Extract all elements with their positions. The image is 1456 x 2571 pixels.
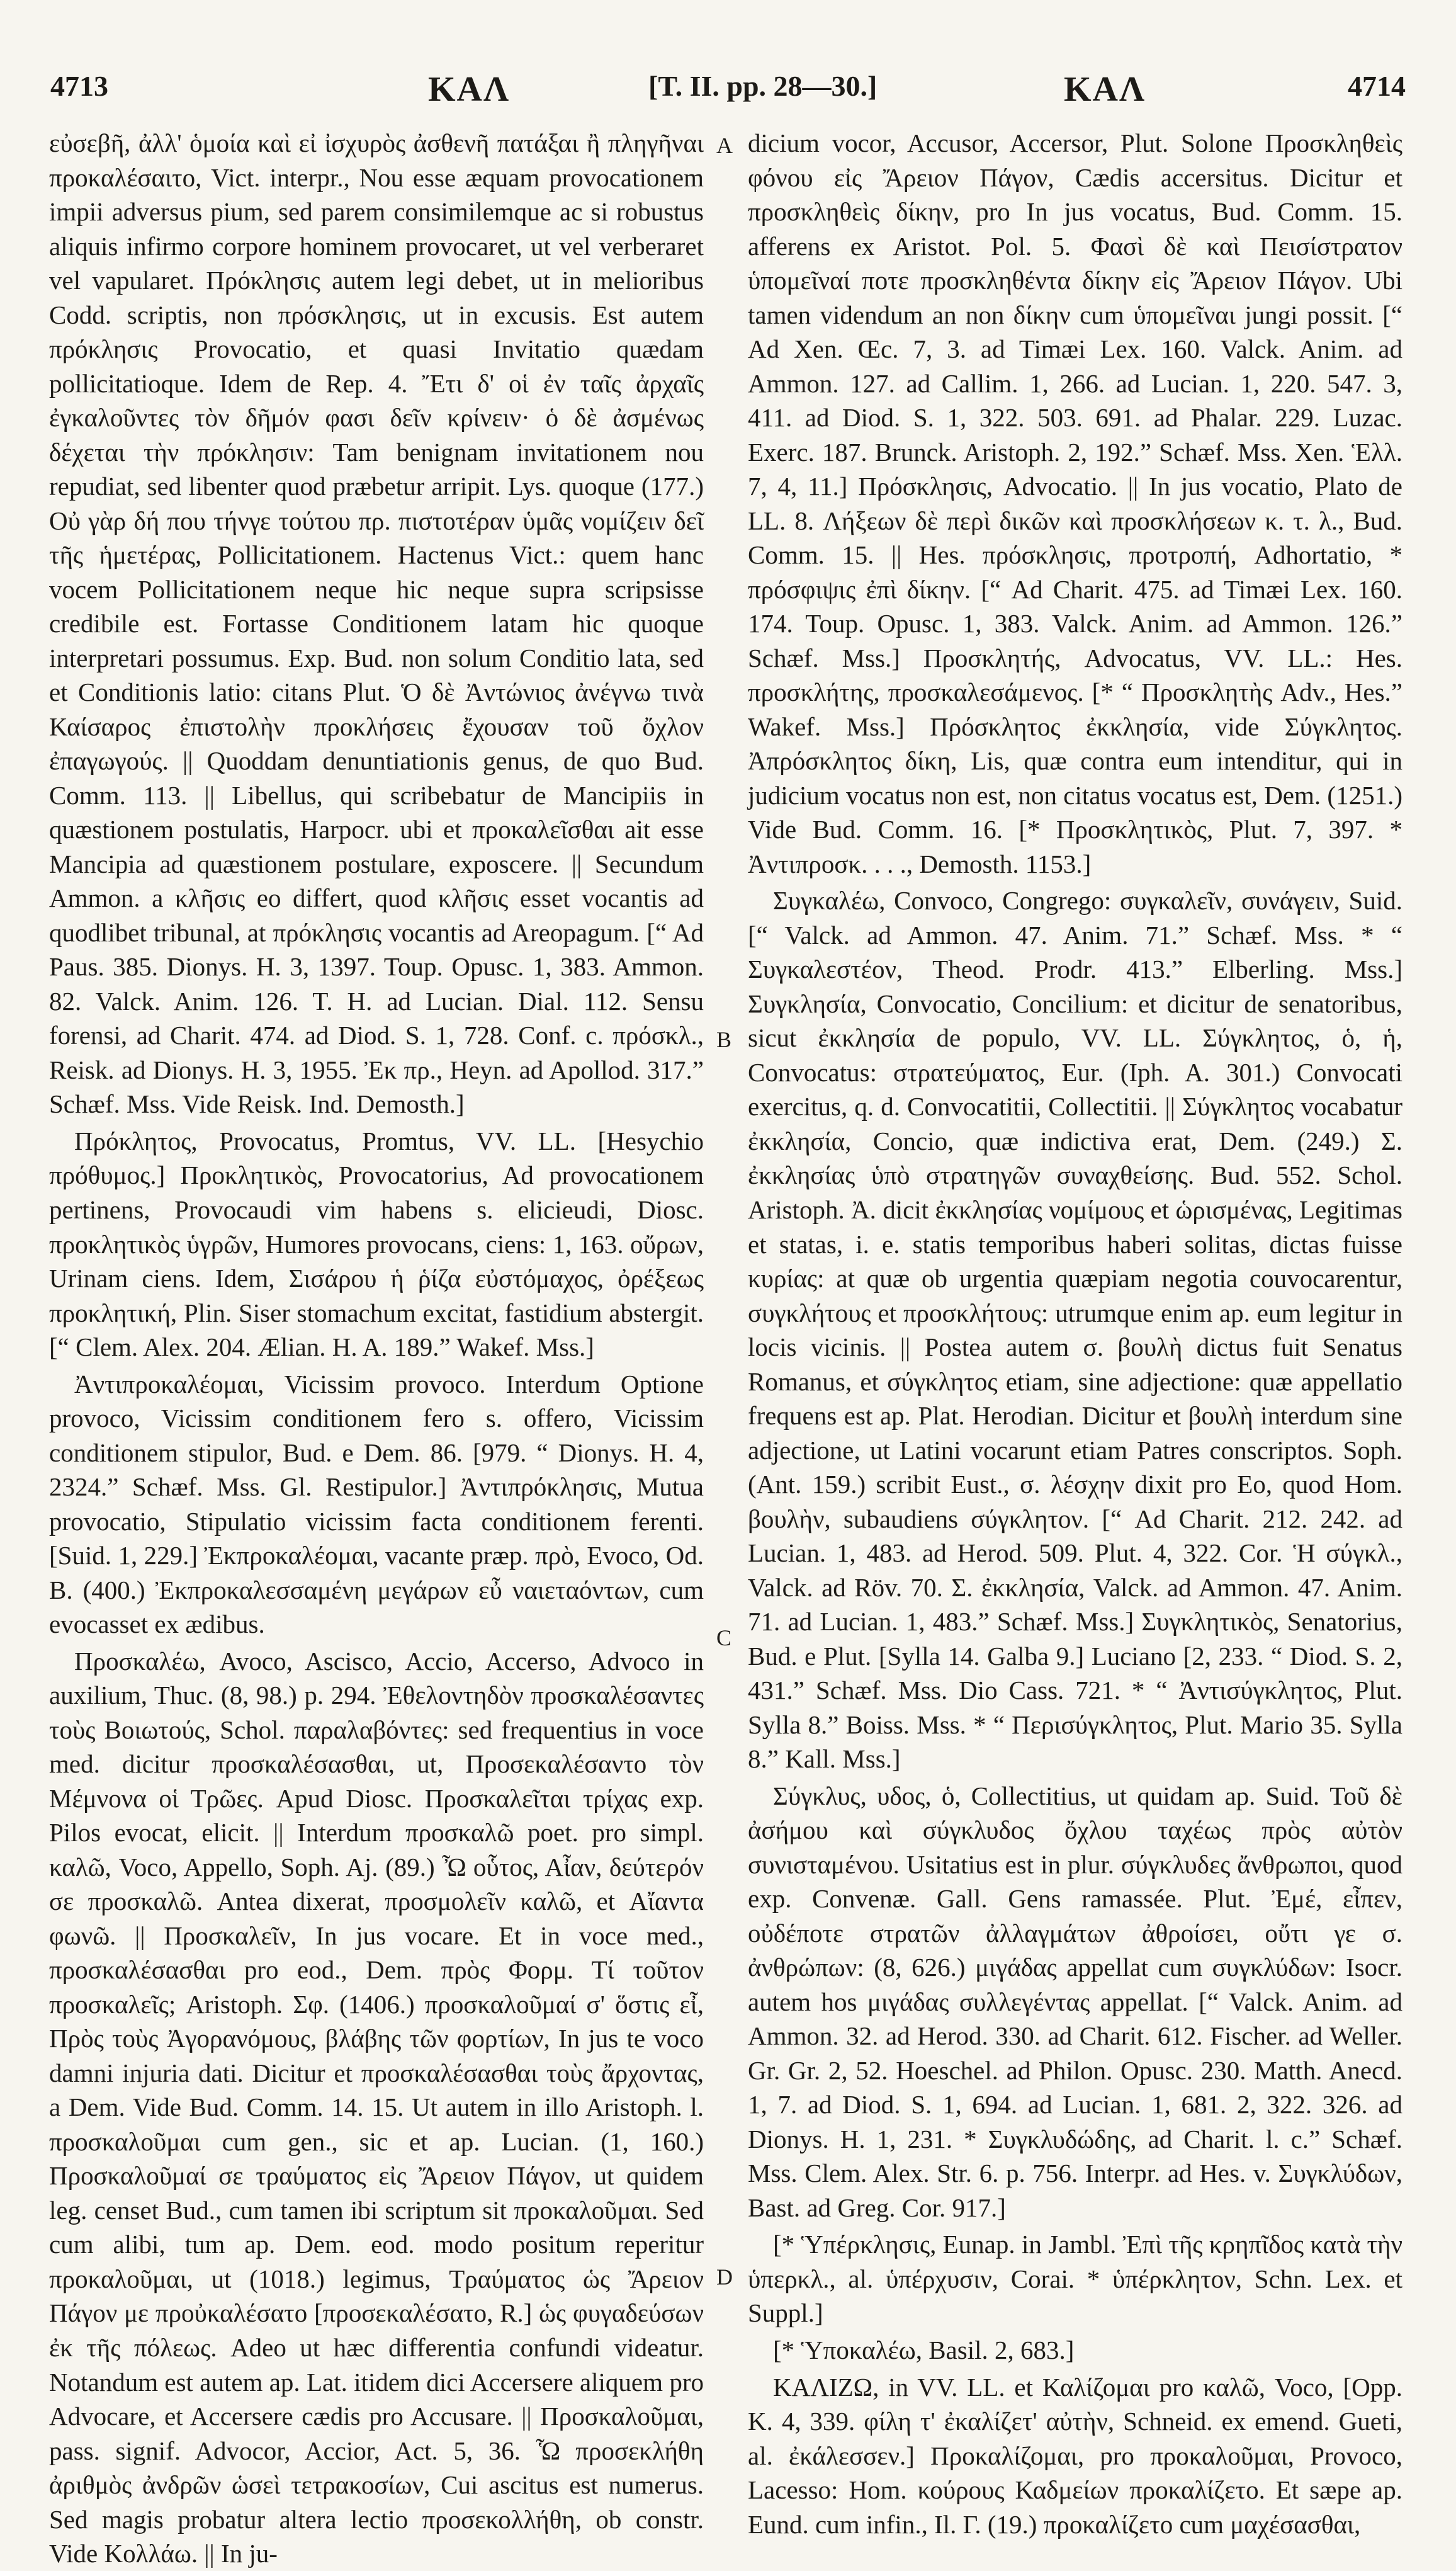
entry-paragraph: Προσκαλέω, Avoco, Ascisco, Accio, Accerso, Advoco in auxilium, Thuc. (8, 98.) p. 294. Ἐθελοντηδὸν προσκαλέσαντες τοὺς Βοιωτούς, Schol. παραλαβόντες: sed frequentius in voce med. dicitur προσκαλέσασθαι, ut, Προσεκαλέσαντο τὸν Μέμνονα οἱ Τρῶες. Apud Diosc. Προσκαλεῖται τρίχας exp. Pilos evocat, elicit. || Interdum προσκαλῶ poet. pro simpl. καλῶ, Voco, Appello, Soph. Aj. (89.) Ὦ οὗτος, Αἶαν, δεύτερόν σε προσκαλῶ. Antea dixerat, προσμολεῖν καλῶ, et Αἴαντα φωνῶ. || Προσκαλεῖν, In jus vocare. Et in voce med., προσκαλέσασθαι pro eod., Dem. πρὸς Φορμ. Τί τοῦτον προσκαλεῖς; Aristoph. Σφ. (1406.) προσκαλοῦμαί σ' ὅστις εἶ, Πρὸς τοὺς Ἀγορανόμους, βλάβης τῶν φορτίων, In jus te voco damni injuria dati. Dicitur et προσκαλέσασθαι τοὺς ἄρχοντας, a Dem. Vide Bud. Comm. 14. 15. Ut autem in illo Aristoph. l. προσκαλοῦμαι cum gen., sic et ap. Lucian. (1, 160.) Προσκαλοῦμαί σε τραύματος εἰς Ἄρειον Πάγον, ut quidem leg. censet Bud., cum tamen ibi scriptum sit προκαλοῦμαι. Sed cum alibi, tum ap. Dem. eod. modo positum reperitur προκαλοῦμαι, ut (1018.) legimus, Τραύματος ὡς Ἄρειον Πάγον με προὐκαλέσατο [προσεκαλέσατο, R.] ὡς φυγαδεύσων ἐκ τῆς πόλεως. Adeo ut hæc differentia confundi videatur. Notandum est autem ap. Lat. itidem dici Accersere aliquem pro Advocare, et Accersere cædis pro Accusare. || Προσκαλοῦμαι, pass. signif. Advocor, Accior, Act. 5, 36. Ὧ προσεκλήθη ἀριθμὸς ἀνδρῶν ὡσεὶ τετρακοσίων, Cui ascitus est numerus. Sed magis probatur altera lectio προσεκολλήθη, ob constr. Vide Κολλάω. || In ju- [49, 1646, 704, 2568]
section-marker-a: A [716, 133, 733, 158]
left-running-head: ΚΑΛ [428, 70, 511, 109]
entry-paragraph: ΚΑΛΙΖΩ, in VV. LL. et Καλίζομαι pro καλῶ, Voco, [Opp. K. 4, 339. φίλη τ' ἐκαλίζετ' αὐτὴν, Schneid. ex emend. Gueti, al. ἐκάλεσσεν.] Προκαλίζομαι, pro προκαλοῦμαι, Provoco, Lacesso: Hom. κούρους Καδμείων προκαλίζετο. Et sæpe ap. Eund. cum infin., Il. Γ. (19.) προκαλίζετο cum μαχέσασθαι, [748, 2372, 1402, 2539]
entry-paragraph: Πρόκλητος, Provocatus, Promtus, VV. LL. [Hesychio πρόθυμος.] Προκλητικὸς, Provocatorius, Ad provocationem pertinens, Provocaudi vim habens s. elicieudi, Diosc. προκλητικὸς ὑγρῶν, Humores provocans, ciens: 1, 163. οὔρων, Urinam ciens. Idem, Σισάρου ἡ ῥίζα εὐστόμαχος, ὀρέξεως προκλητική, Plin. Siser stomachum excitat, fastidium abstergit. [“ Clem. Alex. 204. Ælian. H. A. 189.” Wakef. Mss.] [49, 1126, 704, 1362]
right-column-number: 4714 [1348, 70, 1406, 102]
right-column [748, 126, 1402, 2539]
entry-paragraph: Σύγκλυς, υδος, ὁ, Collectitius, ut quidam ap. Suid. Τοῦ δὲ ἀσήμου καὶ σύγκλυδος ὄχλου ταχέως πρὸς αὐτὸν συνισταμένου. Usitatius est in plur. σύγκλυδες ἄνθρωποι, quod exp. Convenæ. Gall. Gens ramassée. Plut. Ἐμέ, εἶπεν, οὐδέποτε στρατῶν ἀλλαγμάτων ἀθροίσει, οὔτι γε σ. ἀνθρώπων: (8, 626.) μιγάδας appellat cum συγκλύδων: Isocr. autem hos μιγάδας συλλεγέντας appellat. [“ Valck. Anim. ad Ammon. 32. ad Herod. 330. ad Charit. 612. Fischer. ad Weller. Gr. Gr. 2, 52. Hoeschel. ad Philon. Opusc. 230. Matth. Anecd. 1, 7. ad Diod. S. 1, 694. ad Lucian. 1, 681. 2, 322. 326. ad Dionys. H. 1, 231. * Συγκλυδώδης, ad Charit. l. c.” Schæf. Mss. Clem. Alex. Str. 6. p. 756. Interpr. ad Hes. v. Συγκλύδων, Bast. ad Greg. Cor. 917.] [748, 1781, 1402, 2222]
entry-paragraph: εὐσεβῆ, ἀλλ' ὁμοία καὶ εἰ ἰσχυρὸς ἀσθενῆ πατάξαι ἢ πληγῆναι προκαλέσαιτο, Vict. interpr., Nou esse æquam provocationem impii adversus pium, sed parem consimilemque ac si robustus aliquis infirmo corpore hominem provocaret, ut vel verberaret vel vapularet. Πρόκλησις autem legi debet, ut in melioribus Codd. scriptis, non πρόσκλησις, ut in excusis. Est autem πρόκλησις Provocatio, et quasi Invitatio quædam pollicitatioque. Idem de Rep. 4. Ἔτι δ' οἱ ἐν ταῖς ἀρχαῖς ἐγκαλοῦντες τὸν δῆμόν φασι δεῖν κρίνειν· ὁ δὲ ἀσμένως δέχεται τὴν πρόκλησιν: Tam benignam invitationem nou repudiat, sed libenter quod præbetur arripit. Lys. quoque (177.) Οὐ γὰρ δή που τήνγε τούτου πρ. πιστοτέραν ὑμᾶς νομίζειν δεῖ τῆς ἡμετέρας, Pollicitationem. Hactenus Vict.: quem hanc vocem Pollicitationem neque hic neque supra scripsisse credibile est. Fortasse Conditionem latam hic quoque interpretari possumus. Exp. Bud. non solum Conditio lata, sed et Conditionis latio: citans Plut. Ὁ δὲ Ἀντώνιος ἀνέγνω τινὰ Καίσαρος ἐπιστολὴν προκλήσεις ἔχουσαν τοῦ ὄχλον ἐπαγωγούς. || Quoddam denuntiationis genus, de quo Bud. Comm. 113. || Libellus, qui scribebatur de Mancipiis in quæstionem postulatis, Harpocr. ubi et προκαλεῖσθαι ait esse Mancipia ad quæstionem postulare, exposcere. || Secundum Ammon. a κλῆσις eo differt, quod κλῆσις esset vocantis ad quodlibet tribunal, at πρόκλησις vocantis ad Areopagum. [“ Ad Paus. 385. Dionys. H. 3, 1397. Toup. Opusc. 1, 383. Ammon. 82. Valck. Anim. 126. T. H. ad Lucian. Dial. 112. Sensu forensi, ad Charit. 474. ad Diod. S. 1, 728. Conf. c. πρόσκλ., Reisk. ad Dionys. H. 3, 1955. Ἐκ πρ., Heyn. ad Apollod. 317.” Schæf. Mss. Vide Reisk. Ind. Demosth.] [49, 128, 704, 1119]
left-column-number: 4713 [50, 70, 108, 102]
entry-paragraph: Ἀντιπροκαλέομαι, Vicissim provoco. Interdum Optione provoco, Vicissim conditionem fero s. offero, Vicissim conditionem stipulor, Bud. e Dem. 86. [979. “ Dionys. H. 4, 2324.” Schæf. Mss. Gl. Restipulor.] Ἀντιπρόκλησις, Mutua provocatio, Stipulatio vicissim facta conditionem ferenti. [Suid. 1, 229.] Ἐκπροκαλέομαι, vacante præp. πρὸ, Evoco, Od. B. (400.) Ἐκπροκαλεσσαμένη μεγάρων εὖ ναιεταόντων, cum evocasset ex ædibus. [49, 1369, 704, 1639]
right-running-head: ΚΑΛ [1064, 70, 1146, 109]
section-marker-d: D [716, 2264, 733, 2290]
section-marker-c: C [716, 1625, 732, 1650]
entry-paragraph: [* Ὑποκαλέω, Basil. 2, 683.] [773, 2335, 1075, 2364]
entry-paragraph: Συγκαλέω, Convoco, Congrego: συγκαλεῖν, συνάγειν, Suid. [“ Valck. ad Ammon. 47. Anim. 71.” Schæf. Mss. * “ Συγκαλεστέον, Theod. Prodr. 413.” Elberling. Mss.] Συγκλησία, Convocatio, Concilium: et dicitur de senatoribus, sicut ἐκκλησία de populo, VV. LL. Σύγκλητος, ὁ, ἡ, Convocatus: στρατεύματος, Eur. (Iph. A. 301.) Convocati exercitus, q. d. Convocatitii, Collectitii. || Σύγκλητος vocabatur ἐκκλησία, Concio, quæ indictiva erat, Dem. (249.) Σ. ἐκκλησίας ὑπὸ στρατηγῶν συναχθείσης. Bud. 552. Schol. Aristoph. Ἀ. dicit ἐκκλησίας νομίμους et ὡρισμένας, Legitimas et statas, i. e. statis temporibus haberi solitas, dictas fuisse κυρίας: at quæ ob urgentia quæpiam negotia couvocarentur, συγκλήτους et προσκλήτους: utrumque enim ap. eum legitur in locis vicinis. || Postea autem σ. βουλὴ dictus fuit Senatus Romanus, et σύγκλητος etiam, sine adjectione: quæ appellatio frequens est ap. Plat. Herodian. Dicitur et βουλὴ interdum sine adjectione, ut Latini vocarunt etiam Patres conscriptos. Soph. (Ant. 159.) scribit Eust., σ. λέσχην dixit pro Eo, quod Hom. βουλὴν, subaudiens σύγκλητον. [“ Ad Charit. 212. 242. ad Lucian. 1, 483. ad Herod. 509. Plut. 4, 322. Cor. Ἡ σύγκλ., Valck. ad Röv. 70. Σ. ἐκκλησία, Valck. ad Ammon. 47. Anim. 71. ad Lucian. 1, 483.” Schæf. Mss.] Συγκλητικὸς, Senatorius, Bud. e Plut. [Sylla 14. Galba 9.] Luciano [2, 233. “ Diod. S. 2, 431.” Schæf. Mss. Dio Cass. 721. * “ Ἀντισύγκλητος, Plut. Sylla 8.” Boiss. Mss. * “ Περισύγκλητος, Plut. Mario 35. Sylla 8.” Kall. Mss.] [748, 886, 1402, 1774]
volume-page-range: [T. II. pp. 28—30.] [648, 70, 878, 102]
entry-paragraph: [* Ὑπέρκλησις, Eunap. in Jambl. Ἐπὶ τῆς κρηπῖδος κατὰ τὴν ὑπερκλ., al. ὑπέρχυσιν, Corai. * ὑπέρκλητον, Schn. Lex. et Suppl.] [748, 2230, 1402, 2328]
left-column [49, 126, 704, 2568]
section-markers [716, 126, 742, 2393]
section-marker-b: B [716, 1027, 732, 1052]
page-header [50, 69, 1406, 113]
entry-paragraph: dicium vocor, Accusor, Accersor, Plut. Solone Προσκληθεὶς φόνου εἰς Ἄρειον Πάγον, Cædis accersitus. Dicitur et προσκληθεὶς δίκην, pro In jus vocatus, Bud. Comm. 15. afferens ex Aristot. Pol. 5. Φασὶ δὲ καὶ Πεισίστρατον ὑπομεῖναί ποτε προσκληθέντα δίκην εἰς Ἄρειον Πάγον. Ubi tamen videndum an non δίκην cum ὑπομεῖναι jungi possit. [“ Ad Xen. Œc. 7, 3. ad Timæi Lex. 160. Valck. Anim. ad Ammon. 127. ad Callim. 1, 266. ad Lucian. 1, 220. 547. 3, 411. ad Diod. S. 1, 322. 503. 691. ad Phalar. 229. Luzac. Exerc. 187. Brunck. Aristoph. 2, 192.” Schæf. Mss. Xen. Ἑλλ. 7, 4, 11.] Πρόσκλησις, Advocatio. || In jus vocatio, Plato de LL. 8. Λήξεων δὲ περὶ δικῶν καὶ προσκλήσεων κ. τ. λ., Bud. Comm. 15. || Hes. πρόσκλησις, προτροπή, Adhortatio, * πρόσφιψις ἐπὶ δίκην. [“ Ad Charit. 475. ad Timæi Lex. 160. 174. Toup. Opusc. 1, 383. Valck. Anim. ad Ammon. 126.” Schæf. Mss.] Προσκλητής, Advocatus, VV. LL.: Hes. προσκλήτης, προσκαλεσάμενος. [* “ Προσκλητὴς Adv., Hes.” Wakef. Mss.] Πρόσκλητος ἐκκλησία, vide Σύγκλητος. Ἀπρόσκλητος δίκη, Lis, quæ contra eum intenditur, qui in judicium vocatus non est, non citatus vocatus est, Dem. (1251.) Vide Bud. Comm. 16. [* Προσκλητικὸς, Plut. 7, 397. * Ἀντιπροσκ. . . ., Demosth. 1153.] [748, 128, 1402, 878]
